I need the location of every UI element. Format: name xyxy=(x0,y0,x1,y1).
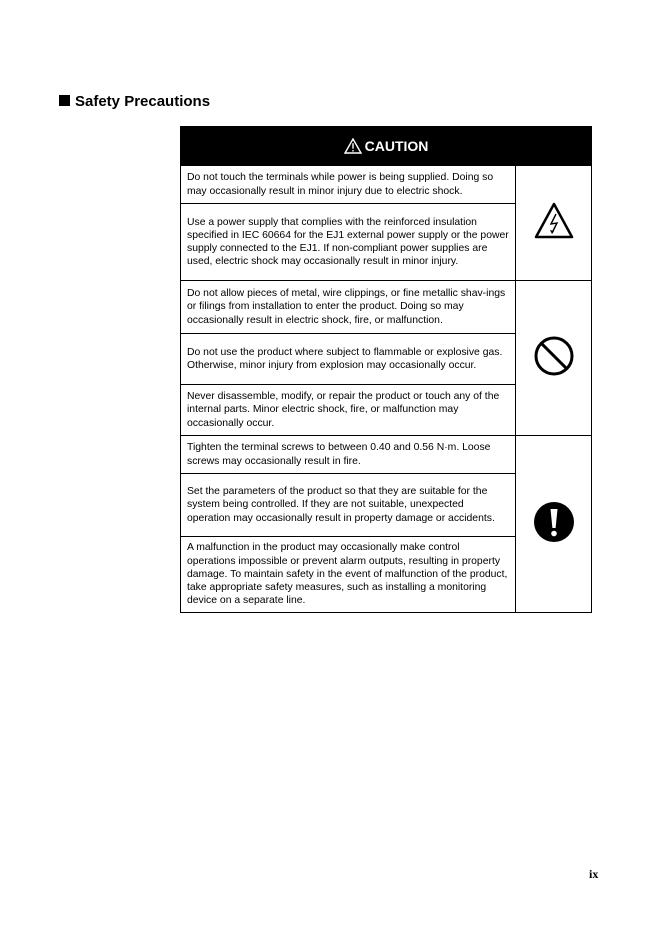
caution-item: Tighten the terminal screws to between 0.40 and 0.56 N·m. Loose screws may occasionally result in fire. xyxy=(181,436,516,474)
electric-shock-warning-icon xyxy=(533,201,575,241)
caution-icon-cell xyxy=(516,436,592,613)
section-heading xyxy=(59,93,210,110)
caution-item: Set the parameters of the product so that they are suitable for the system being controlled. If they are not suitable, unexpected operation may occasionally result in property damage or accidents. xyxy=(181,474,516,537)
prohibition-icon xyxy=(533,335,575,377)
page-number: ix xyxy=(589,867,599,881)
caution-item: Do not touch the terminals while power is being supplied. Doing so may occasionally result in minor injury due to electric shock. xyxy=(181,166,516,204)
caution-item: Never disassemble, modify, or repair the product or touch any of the internal parts. Minor electric shock, fire, or malfunction may occasionally occur. xyxy=(181,385,516,436)
caution-header xyxy=(181,127,592,166)
caution-icon-cell xyxy=(516,281,592,436)
caution-item: Use a power supply that complies with the reinforced insulation specified in IEC 60664 for the EJ1 external power supply or the power supply connected to the EJ1. If non-compliant power supplies are used, electric shock may occasionally result in minor injury. xyxy=(181,204,516,281)
caution-icon-cell xyxy=(516,166,592,281)
warning-triangle-icon xyxy=(344,138,362,154)
caution-item: Do not allow pieces of metal, wire clippings, or fine metallic shav-ings or filings from installation to enter the product. Doing so may occasionally result in electric shock, fire, or malfunction. xyxy=(181,281,516,334)
mandatory-action-icon xyxy=(533,501,575,543)
caution-title: CAUTION xyxy=(364,138,429,154)
section-heading-text: Safety Precautions xyxy=(75,93,211,110)
caution-table xyxy=(180,126,592,613)
square-bullet-icon xyxy=(59,95,70,106)
caution-item: Do not use the product where subject to flammable or explosive gas. Otherwise, minor injury from explosion may occasionally occur. xyxy=(181,334,516,385)
caution-item: A malfunction in the product may occasionally make control operations impossible or prevent alarm outputs, resulting in property damage. To maintain safety in the event of malfunction of the product, take appropriate safety measures, such as installing a monitoring device on a separate line. xyxy=(181,537,516,613)
